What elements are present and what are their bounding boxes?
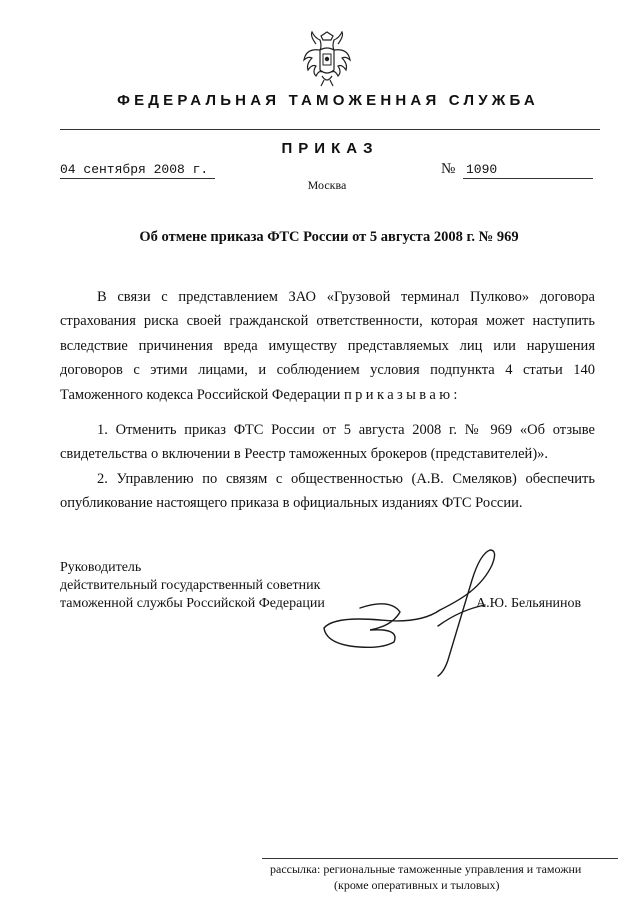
order-city: Москва (307, 178, 347, 192)
order-number: 1090 (463, 162, 593, 179)
document-title: Об отмене приказа ФТС России от 5 августа 2008 г. № 969 (139, 229, 519, 245)
body-paragraph-preamble (60, 285, 595, 407)
signer-name: А.Ю. Бельянинов (476, 596, 582, 611)
body-paragraph-item-1: 1. Отменить приказ ФТС России от 5 августа 2008 г. № 969 «Об отзыве свидетельства о включении в Реестр таможенных брокеров (представителей)». (60, 422, 595, 463)
signer-title-line-2: действительный государственный советник (60, 578, 321, 593)
agency-name: ФЕДЕРАЛЬНАЯ ТАМОЖЕННАЯ СЛУЖБА (117, 92, 539, 109)
signer-title-line-3: таможенной службы Российской Федерации (60, 596, 325, 611)
order-heading: ПРИКАЗ (281, 140, 379, 157)
distribution-divider (262, 858, 618, 859)
body-paragraph-item-2: 2. Управлению по связям с общественностью (А.В. Смеляков) обеспечить опубликование настоящего приказа в официальных изданиях ФТС России. (60, 471, 595, 512)
order-verb: приказываю: (344, 386, 461, 403)
preamble-text: В связи с представлением ЗАО «Грузовой терминал Пулково» договора страхования риска своей гражданской ответственности, которая может наступить вследствие причинения вреда имуществу представляемых лиц или нарушения договоров с этими лицами, и соблюдением условия подпункта 4 статьи 140 Таможенного кодекса Российской Федерации (60, 289, 595, 403)
coat-of-arms-emblem (302, 30, 352, 88)
header-divider (60, 129, 600, 130)
number-sign: № (441, 161, 456, 177)
distribution-line-1: рассылка: региональные таможенные управления и таможни (270, 862, 582, 876)
signer-title-line-1: Руководитель (60, 560, 142, 575)
order-date: 04 сентября 2008 г. (60, 162, 215, 179)
distribution-line-2: (кроме оперативных и тыловых) (334, 878, 500, 892)
